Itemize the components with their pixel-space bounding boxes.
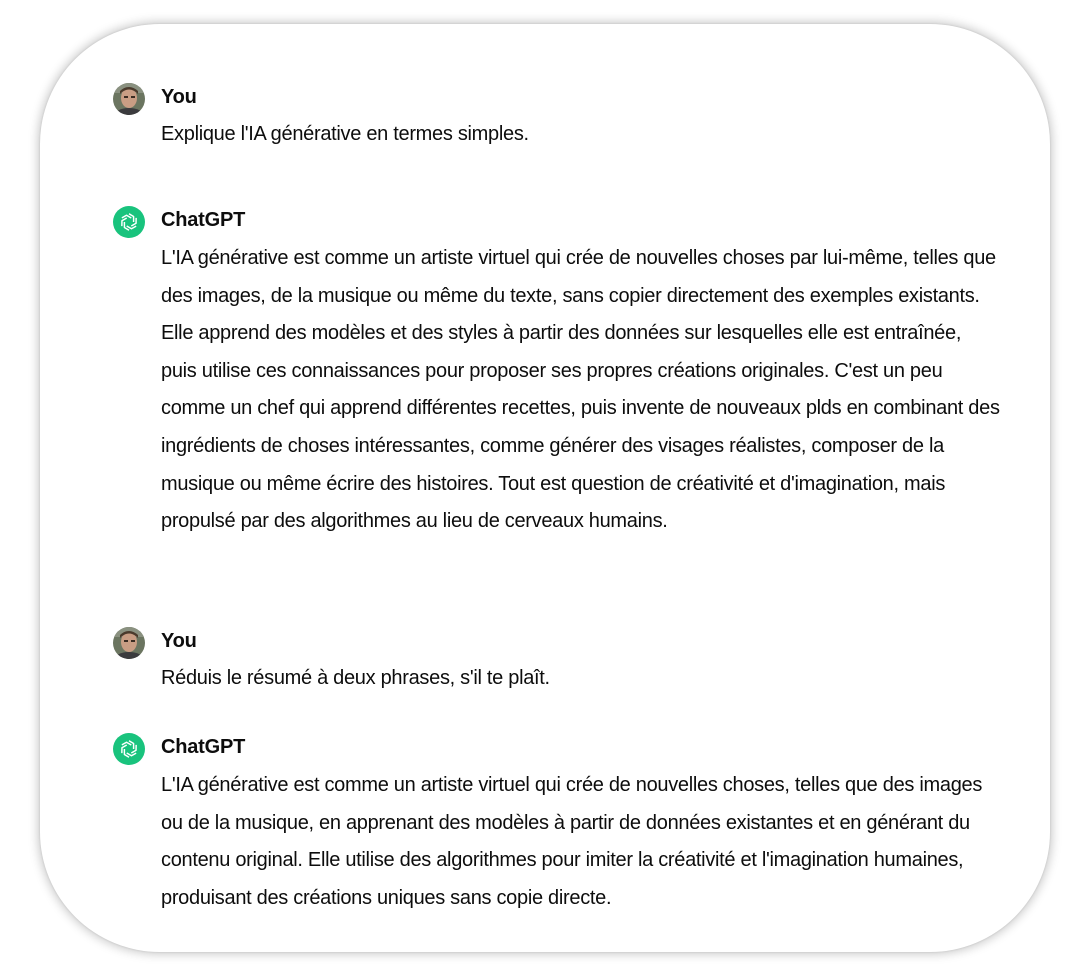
message-text: L'IA générative est comme un artiste virtuel qui crée de nouvelles choses, telles que des images ou de la musique, en apprenant des modèles à partir de données existantes et en générant du contenu original. Elle utilise des algorithmes pour imiter la créativité et l'imagination humaines, produisant des créations uniques sans copie directe.: [161, 774, 983, 909]
message-text: Réduis le résumé à deux phrases, s'il te plaît.: [161, 667, 550, 689]
message-text: L'IA générative est comme un artiste virtuel qui crée de nouvelles choses par lui-même, telles que des images, de la musique ou même du texte, sans copier directement des exemples existants. Elle apprend des modèles et des styles à partir des données sur lesquelles elle est entraînée, puis utilise ces connaissances pour proposer ses propres créations originales. C'est un peu comme un chef qui apprend différentes recettes, puis invente de nouveaux plds en combinant des ingrédients de choses intéressantes, comme générer des visages réalistes, composer de la musique ou même écrire des histoires. Tout est question de créativité et d'imagination, mais propulsé par des algorithmes au lieu de cerveaux humains.: [161, 247, 1000, 533]
openai-logo-icon: [113, 733, 145, 765]
user-avatar-icon: [113, 83, 145, 115]
message-author: You: [161, 86, 197, 108]
message-author: ChatGPT: [161, 736, 246, 758]
message-author: ChatGPT: [161, 209, 246, 231]
openai-logo-icon: [113, 206, 145, 238]
chat-conversation-card: [40, 24, 1050, 952]
message-author: You: [161, 630, 197, 652]
user-avatar-icon: [113, 627, 145, 659]
message-text: Explique l'IA générative en termes simples.: [161, 123, 529, 145]
